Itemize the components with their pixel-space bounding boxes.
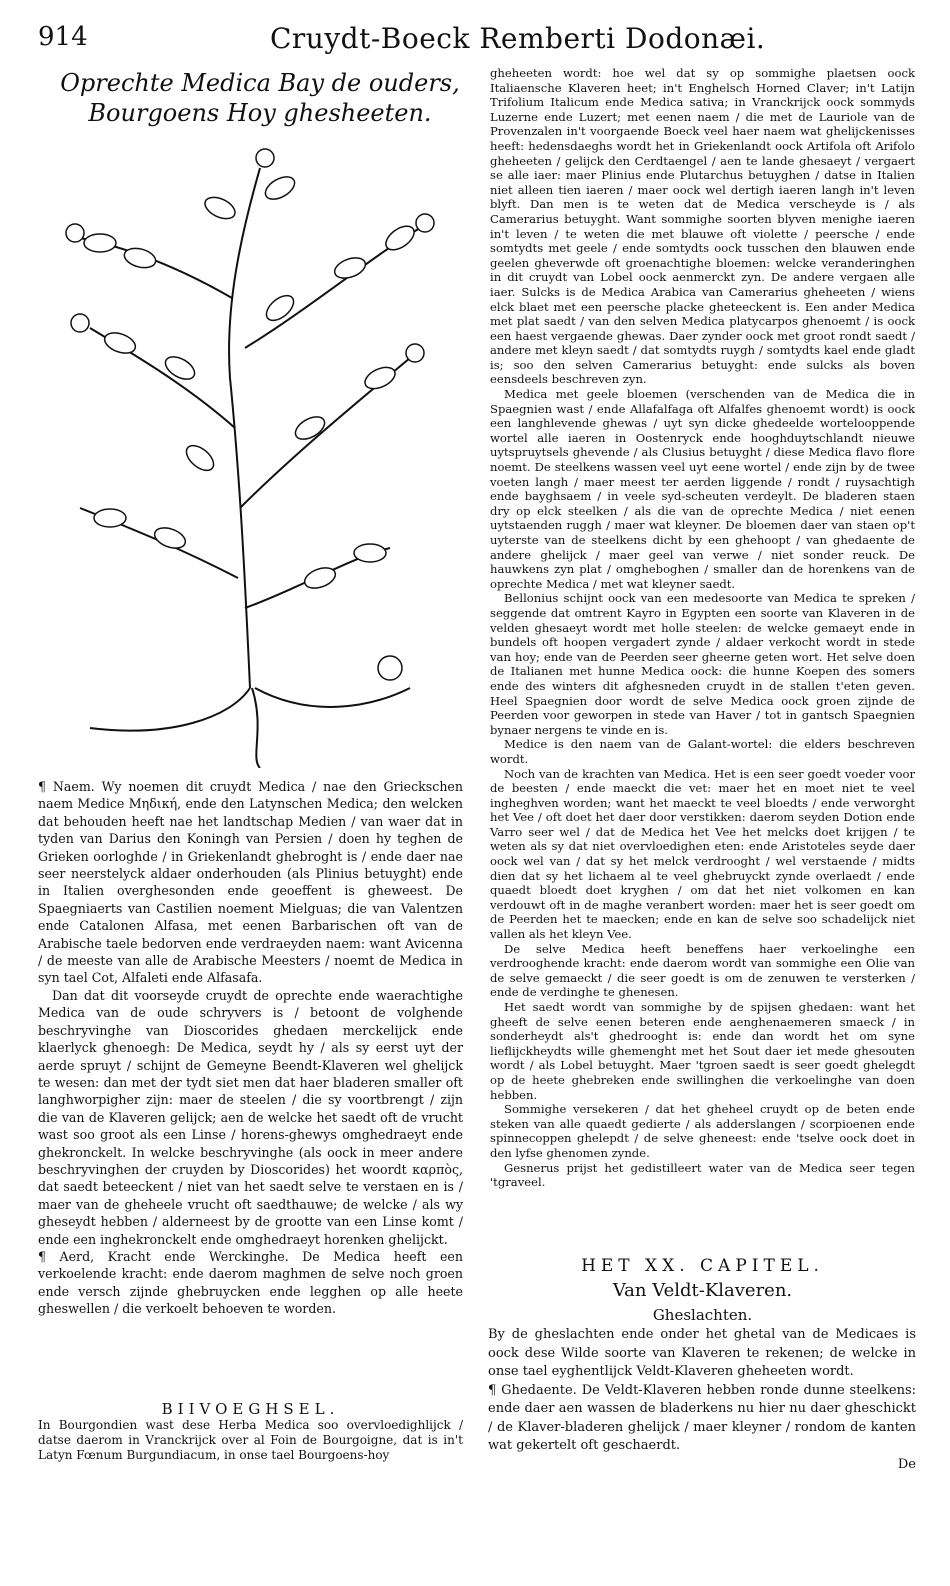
- chapter-paragraph-2: ¶ Ghedaente. De Veldt-Klaveren hebben ronde dunne steelkens: ende daer aen wassen de bladerkens nu hier nu daer gheschickt / de Klaver-bladeren ghelijck / maer kleyner / rondom de kanten wat gekertelt oft geschaerdt.: [488, 1382, 916, 1453]
- chapter-paragraph-1: By de gheslachten ende onder het ghetal van de Medicaes is oock dese Wilde soorte van Klaveren te rekenen; de welcke in onse tael eyghentlijck Veldt-Klaveren gheheeten wordt.: [488, 1327, 916, 1379]
- section-heading: Gheslachten.: [652, 1306, 753, 1324]
- paragraph-right-9: Gesnerus prijst het gedistilleert water van de Medica seer tegen 'tgraveel.: [490, 1160, 915, 1190]
- paragraph-right-1: gheheeten wordt: hoe wel dat sy op sommighe plaetsen oock Italiaensche Klaveren heet; in't Enghelsch Horned Claver; in't Latijn Trifolium Italicum ende Medica sativa; in Vranckrijck oock sommyds Luzerne ende Luzert; met eenen naem / die met de Lauriole van de Provenzalen in't voorgaende Boeck veel haer naem wat ghelijckenisses heeft: hedensdaeghs wordt het in Griekenlandt oock Artifola oft Arifolo gheheeten / gelijck den Cerdtaengel / aen te lande ghesaeyt / vergaert se alle iaer: maer Plinius ende Plutarchus betuyghen / datse in Italien niet alleen tien iaeren / maer oock wel dertigh iaeren langh in't leven blyft. Dan men is te weten dat de Medica verscheyde is / als Camerarius betuyght. Want sommighe soorten blyven menighe iaeren in't leven / te weten die met blauwe oft violette / peersche / ende somtydts met geele / ende somtydts oock tusschen den blauwen ende geelen gheverwde oft groenachtighe bloemen: welcke veranderinghen in dit cruydt van Lobel oock aenmerckt zyn. De andere vergaen alle iaer. Sulcks is de Medica Arabica van Camerarius gheheeten / wiens elck blaet met een peersche placke gheteeckent is. Een ander Medica met plat saedt / van den selven Medica platycarpos ghenoemt / is oock een haest vergaende ghewas. Daer zynder oock met groot rondt saedt / andere met kleyn saedt / dat somtydts ruygh / somtydts kael ende gladt is; soo den selven Camerarius betuyght: ende sulcks als boven eensdeels beschreven zyn.: [490, 66, 915, 387]
- bijvoeghsel-heading: BIIVOEGHSEL.: [161, 1400, 340, 1418]
- paragraph-right-2: Medica met geele bloemen (verschenden van de Medica die in Spaegnien wast / ende Allafalfaga oft Alfalfes ghenoemt wordt) is oock een langhlevende ghewas / uyt syn dicke ghedeelde wortelooppende wortel alle iaeren in Oostenryck ende hooghduytschlandt nieuwe uytspruytsels ghevende / als Clusius betuyght / diese Medica flavo flore noemt. De steelkens wassen veel uyt eene wortel / ende zijn by de twee voeten langh / maer meest ter aerden liggende / rondt / ruysachtigh ende bayghsaem / in veele syd-scheuten verdeylt. De bladeren staen dry op elck steelken / als die van de oprechte Medica / niet eenen uytstaenden ruggh / maer wat kleyner. De bloemen daer van staen op't uyterste van de steelkens dicht by een ghehoopt / van ghedaente de andere ghelijck / maer geel van verwe / niet sonder reuck. De hauwkens zyn plat / omgheboghen / smaller dan de horenkens van de oprechte Medica / met wat kleyner saedt.: [490, 387, 915, 591]
- paragraph-right-4: Medice is den naem van de Galant-wortel: die elders beschreven wordt.: [490, 737, 915, 766]
- paragraph-naem: ¶ Naem. Wy noemen dit cruydt Medica / nae den Grieckschen naem Medice Μηδική, ende den Latynschen Medica; den welcken dat behouden heeft nae het landtschap Medien / van waer dat in tyden van Darius den Koningh van Persien / doen hy teghen de Grieken oorloghde / in Griekenlandt ghebroght is / ende daer nae seer neerstelyck aldaer onderhouden (als Plinius betuyght) ende in Italien overghesonden ende geoeffent is gheweest. De Spaegniaerts van Castilien noement Mielguas; die van Valentzen ende Catalonen Alfasa, met eenen Barbarischen oft van de Arabische taele bedorven ende verdraeyden naem: want Avicenna / de meeste van alle de Arabische Meesters / noemt de Medica in syn tael Cot, Alfaleti ende Alfasafa.: [38, 779, 463, 986]
- paragraph-right-7: Het saedt wordt van sommighe by de spijsen ghedaen: want het gheeft de selve eenen beteren ende aenghenaemeren smaeck / in sonderheydt als't ghedrooght is: ende dan wordt het om syne lieflijckheydts wille ghemenght met het Sout daer iet mede ghesouten wordt / als Lobel betuyght. Maer 'tgroen saedt is seer goedt ghelegdt op de heete ghebreken ende swillinghen die verkoelinghe van doen hebben.: [490, 1000, 915, 1102]
- figure-caption-line1: Oprechte Medica Bay de ouders,: [60, 69, 460, 97]
- paragraph-right-3: Bellonius schijnt oock van een medesoorte van Medica te spreken / seggende dat omtrent Kayro in Egypten een soorte van Klaveren in de velden ghesaeyt wordt met holle steelen: de welcke gemaeyt ende in bundels oft hoopen vergadert zynde / aldaer verkocht wordt in stede van hoy; ende van de Peerden seer gheerne geten wort. Het selve doen de Italianen met hunne Medica oock: die hunne Koepen des somers ende des winters dit afghesneden cruydt in de stallen t'eten geven. Heel Spaegnien door wordt de selve Medica oock groen zijnde de Peerden voor geworpen in stede van Haver / tot in gantsch Spaegnien bynaer nergens te vinde en is.: [490, 591, 915, 737]
- running-title: Cruydt-Boeck Remberti Dodonæi.: [270, 22, 766, 55]
- plant-illustration: [50, 128, 470, 768]
- paragraph-dioscorides: Dan dat dit voorseyde cruydt de oprechte ende waerachtighe Medica van de oude schryvers is / betoont de volghende beschryvinghe van Dioscorides ghedaen merckelijck ende klaerlyck ghenoegh: De Medica, seydt hy / als sy eerst uyt der aerde spruyt / schijnt de Gemeyne Beendt-Klaveren wel ghelijck te wesen: dan met der tydt siet men dat haer bladeren smaller oft langhworpigher zijn: maer de steelen / die sy voortbrengt / zijn die van de Klaveren gelijck; aen de welcke het saedt oft de vrucht wast soo groot als een Linse / horens-ghewys omghedraeyt ende ghekronckelt. In welcke beschryvinghe (als oock in meer andere beschryvinghen der cruyden by Dioscorides) het woordt καρπὸς, dat saedt beteeckent / niet van het saedt selve te verstaen en is / maer van de gheheele vrucht oft saedthauwe; de welcke / als wy gheseydt hebben / alderneest by de grootte van een Linse komt / ende een inghekronckelt ende omghedraeyt horenken ghelijckt.: [38, 987, 463, 1247]
- right-column-text: [490, 66, 915, 1190]
- paragraph-right-8: Sommighe versekeren / dat het gheheel cruydt op de beten ende steken van alle quaedt gedierte / als adderslangen / scorpioenen ende spinnecoppen ghelepdt / de selve gheneest: ende 'tselve oock doet in den lyfse ghenomen zynde.: [490, 1102, 915, 1160]
- left-column-text: [38, 778, 463, 1318]
- bijvoeghsel-text: In Bourgondien wast dese Herba Medica soo overvloedighlijck / datse daerom in Vranckrijck over al Foin de Bourgoigne, dat is in't Latyn Fœnum Burgundiacum, in onse tael Bourgoens-hoy: [38, 1418, 463, 1462]
- figure-caption-line2: Bourgoens Hoy ghesheeten.: [88, 99, 432, 127]
- paragraph-right-6: De selve Medica heeft beneffens haer verkoelinghe een verdrooghende kracht: ende daerom wordt van sommighe een Olie van de selve gemaeckt / die seer goedt is om de zenuwen te versterken / ende de verdinghe te ghenesen.: [490, 941, 915, 1000]
- paragraph-right-5: Noch van de krachten van Medica. Het is een seer goedt voeder voor de beesten / ende maeckt die vet: maer het en moet niet te veel ingheghven worden; want het maeckt te veel bloedts / ende verworght het Vee / oft doet het daer door verstikken: daerom seyden Dotion ende Varro seer wel / dat de Medica het Vee het melcks doet krijgen / te weten als sy dat niet overvloedighen eten: ende Aristoteles seyde daer oock wel van / dat sy het melck verdrooght / wel verstaende / midts dien dat sy het lichaem al te veel ghebruyckt zynde overlaedt / ende quaedt bloedt doet kryghen / om dat het niet volkomen en kan verdouwt oft in de maghe veranbert worden: maer het is seer goedt om de Peerden het te maecken; ende en kan de selve soo schadelijck niet vallen als het kleyn Vee.: [490, 766, 915, 942]
- chapter-number: HET XX. CAPITEL.: [581, 1256, 824, 1276]
- chapter-text: [488, 1326, 916, 1474]
- catchword: De: [897, 1456, 916, 1472]
- page-number: 914: [38, 22, 88, 52]
- chapter-title: Van Veldt-Klaveren.: [612, 1280, 793, 1301]
- paragraph-aerd-kracht: ¶ Aerd, Kracht ende Werckinghe. De Medica heeft een verkoelende kracht: ende daerom maghmen de selve noch groen ende versch zijnde ghebruycken ende legghen op alle heete gheswellen / die verkoelt behoeven te worden.: [38, 1248, 463, 1317]
